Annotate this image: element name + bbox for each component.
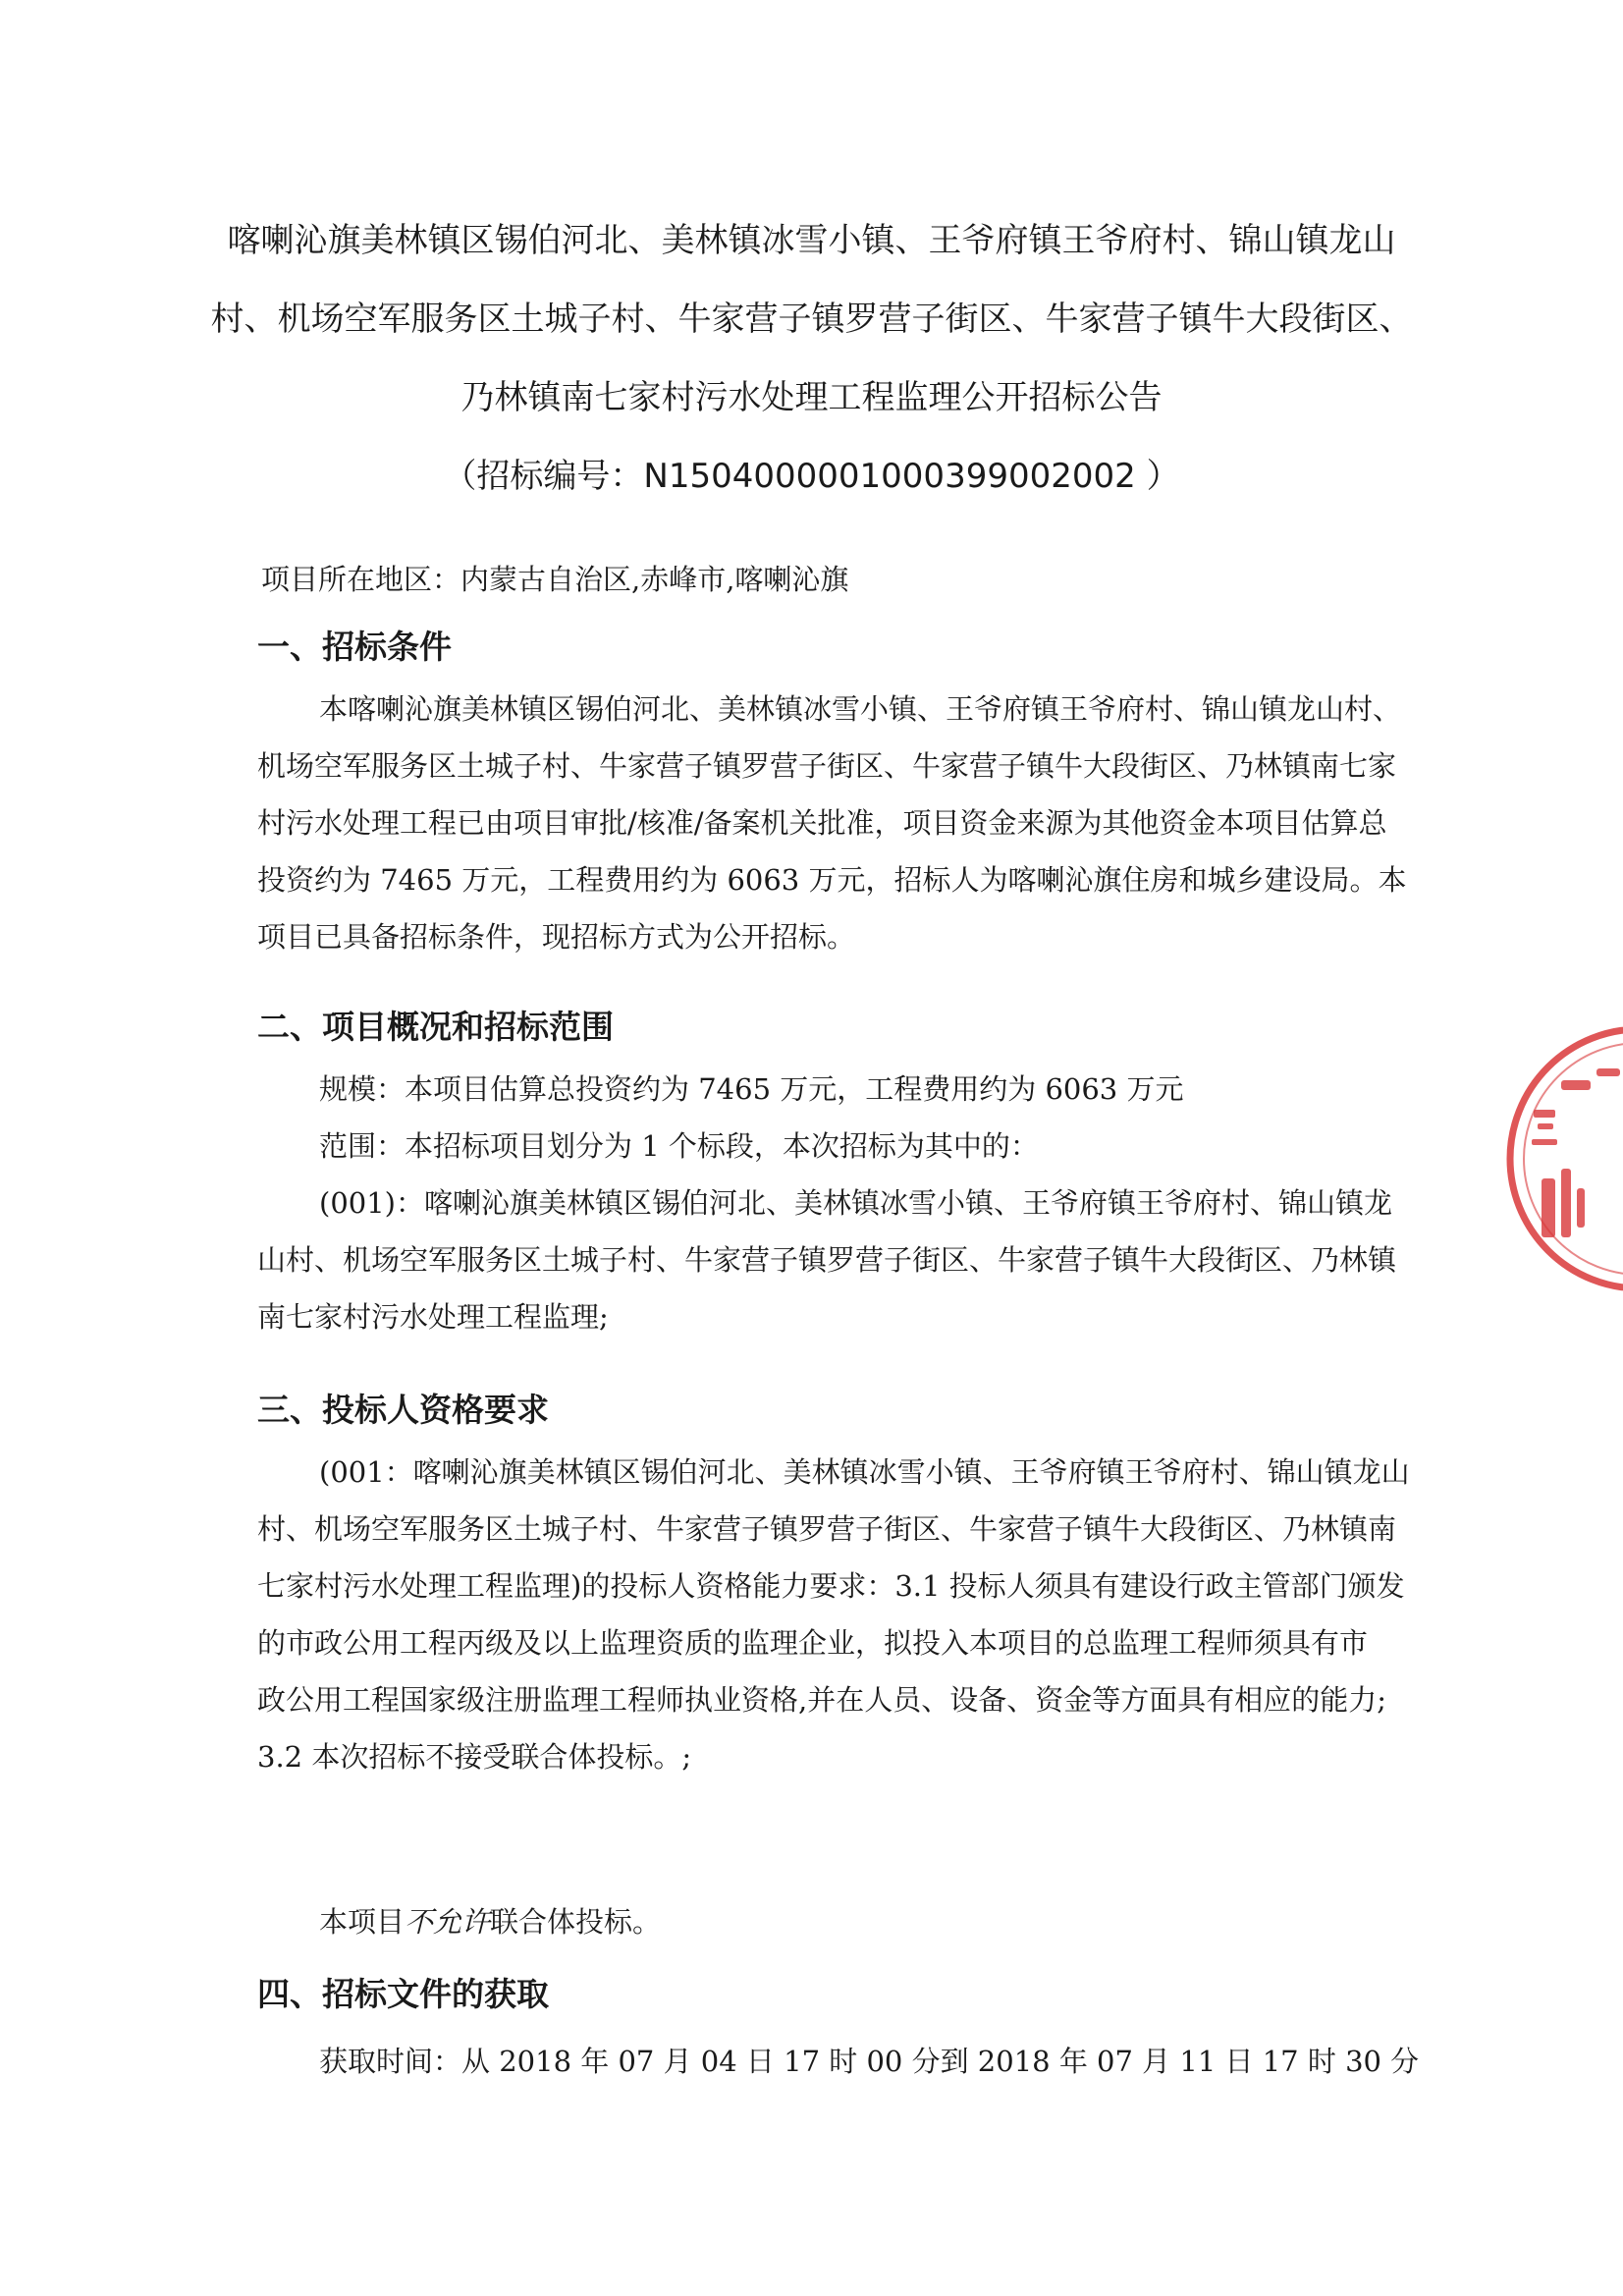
section-3-body <box>257 1444 1410 1785</box>
document-title <box>206 201 1417 516</box>
section-1-line: 村污水处理工程已由项目审批/核准/备案机关批准，项目资金来源为其他资金本项目估算总 <box>257 806 1387 840</box>
section-3-line: 七家村污水处理工程监理)的投标人资格能力要求：3.1 投标人须具有建设行政主管部门颁发 <box>257 1569 1405 1603</box>
consortium-suffix: 联合体投标。 <box>490 1905 662 1939</box>
section-1-line: 项目已具备招标条件，现招标方式为公开招标。 <box>257 920 856 954</box>
section-4-heading: 四、招标文件的获取 <box>257 1975 549 2013</box>
section-2-heading: 二、项目概况和招标范围 <box>257 1008 614 1046</box>
section-3-line: 村、机场空军服务区土城子村、牛家营子镇罗营子街区、牛家营子镇牛大段街区、乃林镇南 <box>257 1512 1397 1546</box>
section-1-line: 机场空军服务区土城子村、牛家营子镇罗营子街区、牛家营子镇牛大段街区、乃林镇南七家 <box>257 749 1397 783</box>
acquire-time: 获取时间：从 2018 年 07 月 04 日 17 时 00 分到 2018 年 07 月 11 日 17 时 30 分 <box>319 2045 1420 2078</box>
project-location: 项目所在地区：内蒙古自治区,赤峰市,喀喇沁旗 <box>261 563 849 596</box>
section-1-body <box>257 681 1407 965</box>
official-seal-stamp <box>1502 1021 1623 1296</box>
section-1-heading: 一、招标条件 <box>257 628 452 666</box>
scale-line: 规模：本项目估算总投资约为 7465 万元，工程费用约为 6063 万元 <box>319 1072 1184 1106</box>
lot-line: 山村、机场空军服务区土城子村、牛家营子镇罗营子街区、牛家营子镇牛大段街区、乃林镇 <box>257 1243 1397 1277</box>
title-line-1: 喀喇沁旗美林镇区锡伯河北、美林镇冰雪小镇、王爷府镇王爷府村、锦山镇龙山 <box>227 221 1396 260</box>
scope-line: 范围：本招标项目划分为 1 个标段，本次招标为其中的： <box>319 1129 1039 1163</box>
section-3-line: 政公用工程国家级注册监理工程师执业资格,并在人员、设备、资金等方面具有相应的能力; <box>257 1683 1386 1717</box>
section-1-line: 投资约为 7465 万元，工程费用约为 6063 万元，招标人为喀喇沁旗住房和城乡建设局。本 <box>257 863 1407 897</box>
title-line-3: 乃林镇南七家村污水处理工程监理公开招标公告 <box>460 378 1163 417</box>
consortium-not-allowed: 不允许 <box>405 1905 491 1939</box>
section-3-line: (001：喀喇沁旗美林镇区锡伯河北、美林镇冰雪小镇、王爷府镇王爷府村、锦山镇龙山 <box>319 1455 1410 1489</box>
section-3-line: 3.2 本次招标不接受联合体投标。; <box>257 1740 692 1774</box>
section-2-body <box>257 1061 1396 1345</box>
lot-line: 南七家村污水处理工程监理; <box>257 1300 609 1334</box>
section-3-line: 的市政公用工程丙级及以上监理资质的监理企业，拟投入本项目的总监理工程师须具有市 <box>257 1626 1369 1660</box>
tender-number: （招标编号：N1504000001000399002002 ） <box>443 457 1180 496</box>
consortium-note <box>257 1893 1396 1950</box>
title-line-2: 村、机场空军服务区土城子村、牛家营子镇罗营子街区、牛家营子镇牛大段街区、 <box>210 300 1413 339</box>
section-3-heading: 三、投标人资格要求 <box>257 1391 549 1429</box>
consortium-prefix: 本项目 <box>319 1905 406 1939</box>
section-1-line: 本喀喇沁旗美林镇区锡伯河北、美林镇冰雪小镇、王爷府镇王爷府村、锦山镇龙山村、 <box>319 692 1402 726</box>
lot-line: (001)：喀喇沁旗美林镇区锡伯河北、美林镇冰雪小镇、王爷府镇王爷府村、锦山镇龙 <box>319 1186 1392 1220</box>
section-4-body <box>257 2033 1420 2090</box>
